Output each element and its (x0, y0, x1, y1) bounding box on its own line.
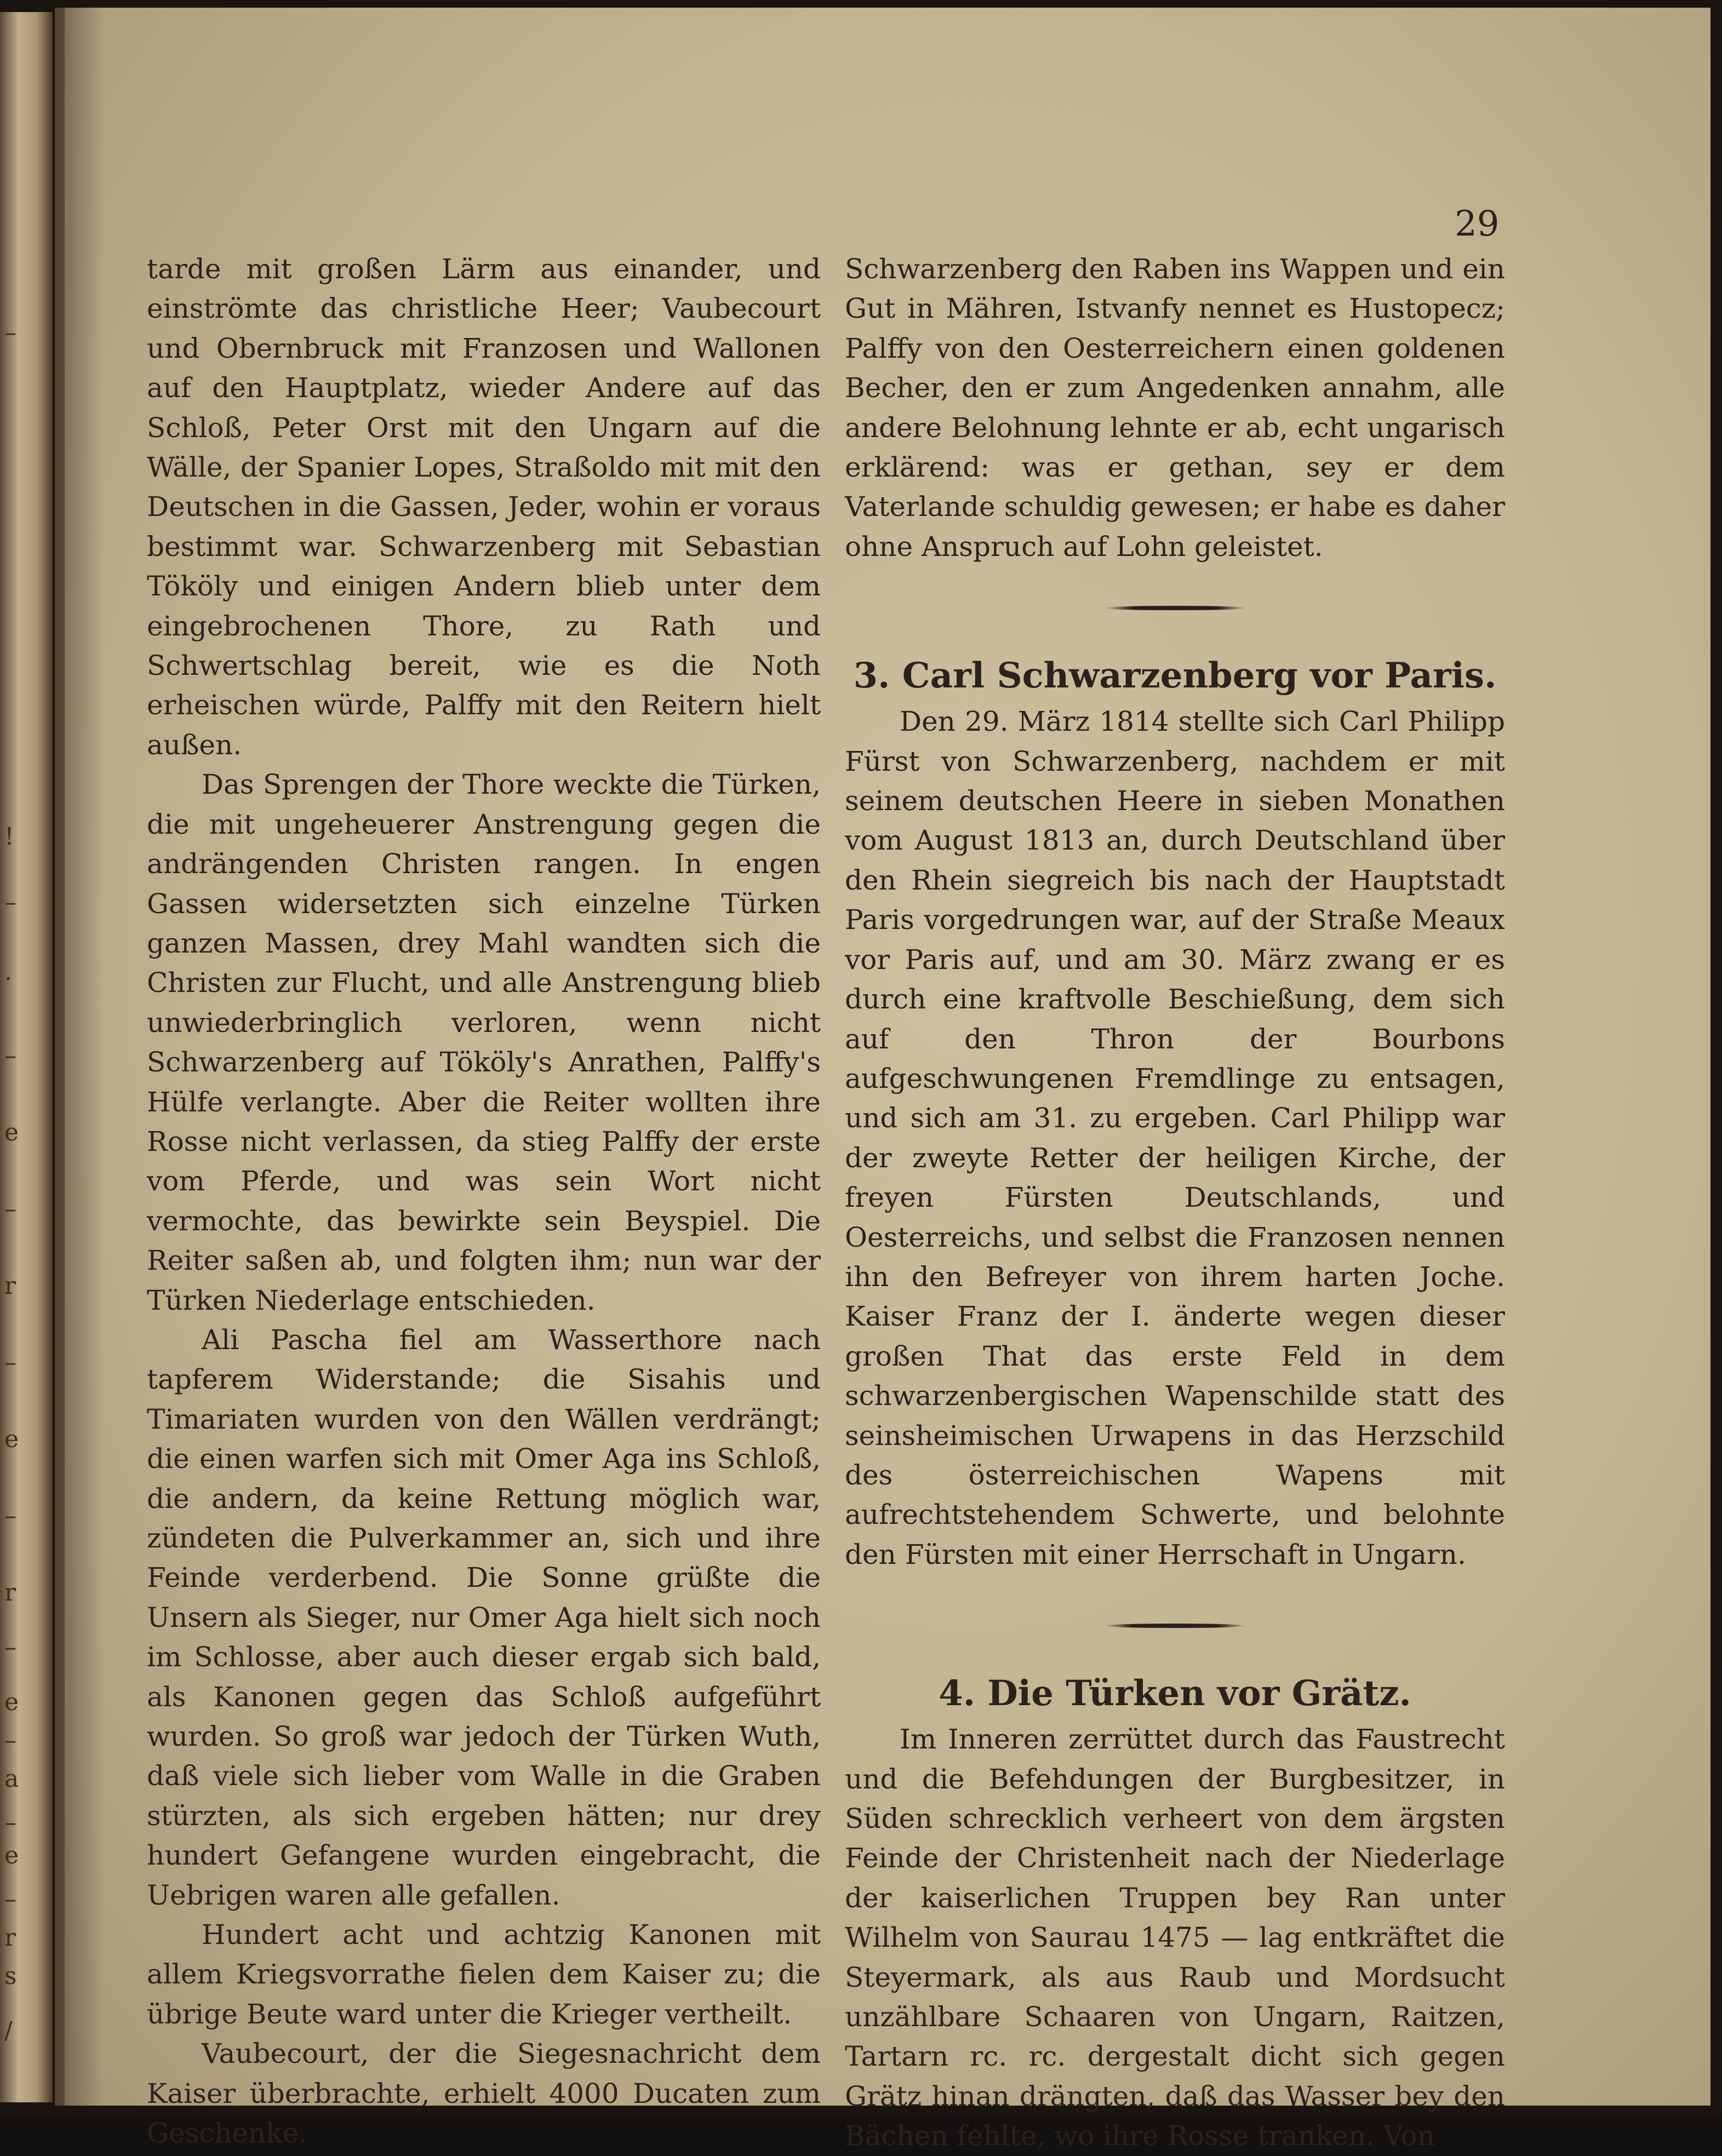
page-number: 29 (1455, 204, 1500, 244)
edge-mark: – (4, 1809, 16, 1837)
edge-mark: ! (4, 823, 14, 851)
edge-mark: e (4, 1842, 19, 1870)
edge-mark: r (4, 1272, 16, 1300)
edge-mark: / (4, 2017, 13, 2045)
edge-mark: e (4, 1119, 19, 1146)
edge-mark: – (4, 1195, 16, 1223)
right-continuation-paragraph: Schwarzenberg den Raben ins Wappen und ein Gut in Mähren, Istvanfy nennet es Hustopecz; Palffy von den Oesterreichern einen goldenen Becher, den er zum Angedenken annahm, alle andere Belohnung lehnte er ab, echt ungarisch erklärend: was er gethan, sey er dem Vaterlande schuldig gewesen; er habe es daher ohne Anspruch auf Lohn geleistet. (845, 253, 1505, 563)
section-4-heading: 4. Die Türken vor Grätz. (939, 1673, 1411, 1715)
section-divider (845, 1613, 1505, 1639)
edge-mark: – (4, 1885, 16, 1913)
edge-mark: – (4, 319, 16, 347)
left-column (147, 249, 821, 2153)
edge-mark: r (4, 1924, 16, 1952)
fold-shadow (55, 8, 104, 2106)
edge-mark: – (4, 1502, 16, 1530)
edge-mark: r (4, 1579, 16, 1607)
edge-mark: – (4, 888, 16, 916)
left-paragraph-3: Ali Pascha fiel am Wasserthore nach tapferem Widerstande; die Sisahis und Timariaten wurden von den Wällen verdrängt; die einen warfen sich mit Omer Aga ins Schloß, die andern, da keine Rettung möglich war, zündeten die Pulverkammer an, sich und ihre Feinde verderbend. Die Sonne grüßte die Unsern als Sieger, nur Omer Aga hielt sich noch im Schlosse, aber auch dieser ergab sich bald, als Kanonen gegen das Schloß aufgeführt wurden. So groß war jedoch der Türken Wuth, daß viele sich lieber vom Walle in die Graben stürzten, als sich ergeben hätten; nur drey hundert Gefangene wurden eingebracht, die Uebrigen waren alle gefallen. (147, 1323, 821, 1911)
edge-mark: a (4, 1765, 19, 1793)
section-3-heading: 3. Carl Schwarzenberg vor Paris. (853, 655, 1497, 697)
section-4-paragraph: Im Inneren zerrüttet durch das Faustrecht und die Befehdungen der Burgbesitzer, in Süden schrecklich verheert von dem ärgsten Feinde der Christenheit nach der Niederlage der kaiserlichen Truppen bey Ran unter Wilhelm von Saurau 1475 — lag entkräftet die Steyermark, als aus Raub und Mordsucht unzählbare Schaaren von Ungarn, Raitzen, Tartarn rc. rc. dergestalt dicht sich gegen Grätz hinan drängten, daß das Wasser bey den Bächen fehlte, wo ihre Rosse tranken. Von (845, 1723, 1505, 2152)
section-divider (845, 595, 1505, 621)
left-paragraph-1: tarde mit großen Lärm aus einander, und einströmte das christliche Heer; Vaubecourt und Obernbruck mit Franzosen und Wallonen auf den Hauptplatz, wieder Andere auf das Schloß, Peter Orst mit den Ungarn auf die Wälle, der Spanier Lopes, Straßoldo mit mit den Deutschen in die Gassen, Jeder, wohin er voraus bestimmt war. Schwarzenberg mit Sebastian Tököly und einigen Andern blieb unter dem eingebrochenen Thore, zu Rath und Schwertschlag bereit, wie es die Noth erheischen würde, Palffy mit den Reitern hielt außen. (147, 253, 821, 761)
edge-mark: e (4, 1688, 19, 1716)
left-page-edge (0, 12, 53, 2102)
left-paragraph-5: Vaubecourt, der die Siegesnachricht dem Kaiser überbrachte, erhielt 4000 Ducaten zum Geschenke. (147, 2038, 821, 2149)
edge-mark: – (4, 1349, 16, 1377)
edge-mark: – (4, 1042, 16, 1070)
edge-mark: – (4, 1727, 16, 1754)
section-3-paragraph: Den 29. März 1814 stellte sich Carl Philipp Fürst von Schwarzenberg, nachdem er mit seinem deutschen Heere in sieben Monathen vom August 1813 an, durch Deutschland über den Rhein siegreich bis nach der Hauptstadt Paris vorgedrungen war, auf der Straße Meaux vor Paris auf, und am 30. März zwang er es durch eine kraftvolle Beschießung, dem sich auf den Thron der Bourbons aufgeschwungenen Fremdlinge zu entsagen, und sich am 31. zu ergeben. Carl Philipp war der zweyte Retter der heiligen Kirche, der freyen Fürsten Deutschlands, und Oesterreichs, und selbst die Franzosen nennen ihn den Befreyer von ihrem harten Joche. Kaiser Franz der I. änderte wegen dieser großen That das erste Feld in dem schwarzenbergischen Wapenschilde statt des seinsheimischen Urwapens in das Herzschild des österreichischen Wapens mit aufrechtstehendem Schwerte, und belohnte den Fürsten mit einer Herrschaft in Ungarn. (845, 706, 1505, 1570)
edge-mark: e (4, 1425, 19, 1453)
edge-mark: · (4, 965, 12, 993)
left-paragraph-4: Hundert acht und achtzig Kanonen mit allem Kriegsvorrathe fielen dem Kaiser zu; die übrige Beute ward unter die Krieger vertheilt. (147, 1919, 821, 2030)
right-column (845, 249, 1505, 2156)
left-paragraph-2: Das Sprengen der Thore weckte die Türken, die mit ungeheuerer Anstrengung gegen die andrängenden Christen rangen. In engen Gassen widersetzten sich einzelne Türken ganzen Massen, drey Mahl wandten sich die Christen zur Flucht, und alle Anstrengung blieb unwiederbringlich verloren, wenn nicht Schwarzenberg auf Tököly's Anrathen, Palffy's Hülfe verlangte. Aber die Reiter wollten ihre Rosse nicht verlassen, da stieg Palffy der erste vom Pferde, und was sein Wort nicht vermochte, das bewirkte sein Beyspiel. Die Reiter saßen ab, und folgten ihm; nun war der Türken Niederlage entschieden. (147, 769, 821, 1316)
edge-mark: – (4, 1633, 16, 1661)
edge-mark: s (4, 1962, 17, 1990)
